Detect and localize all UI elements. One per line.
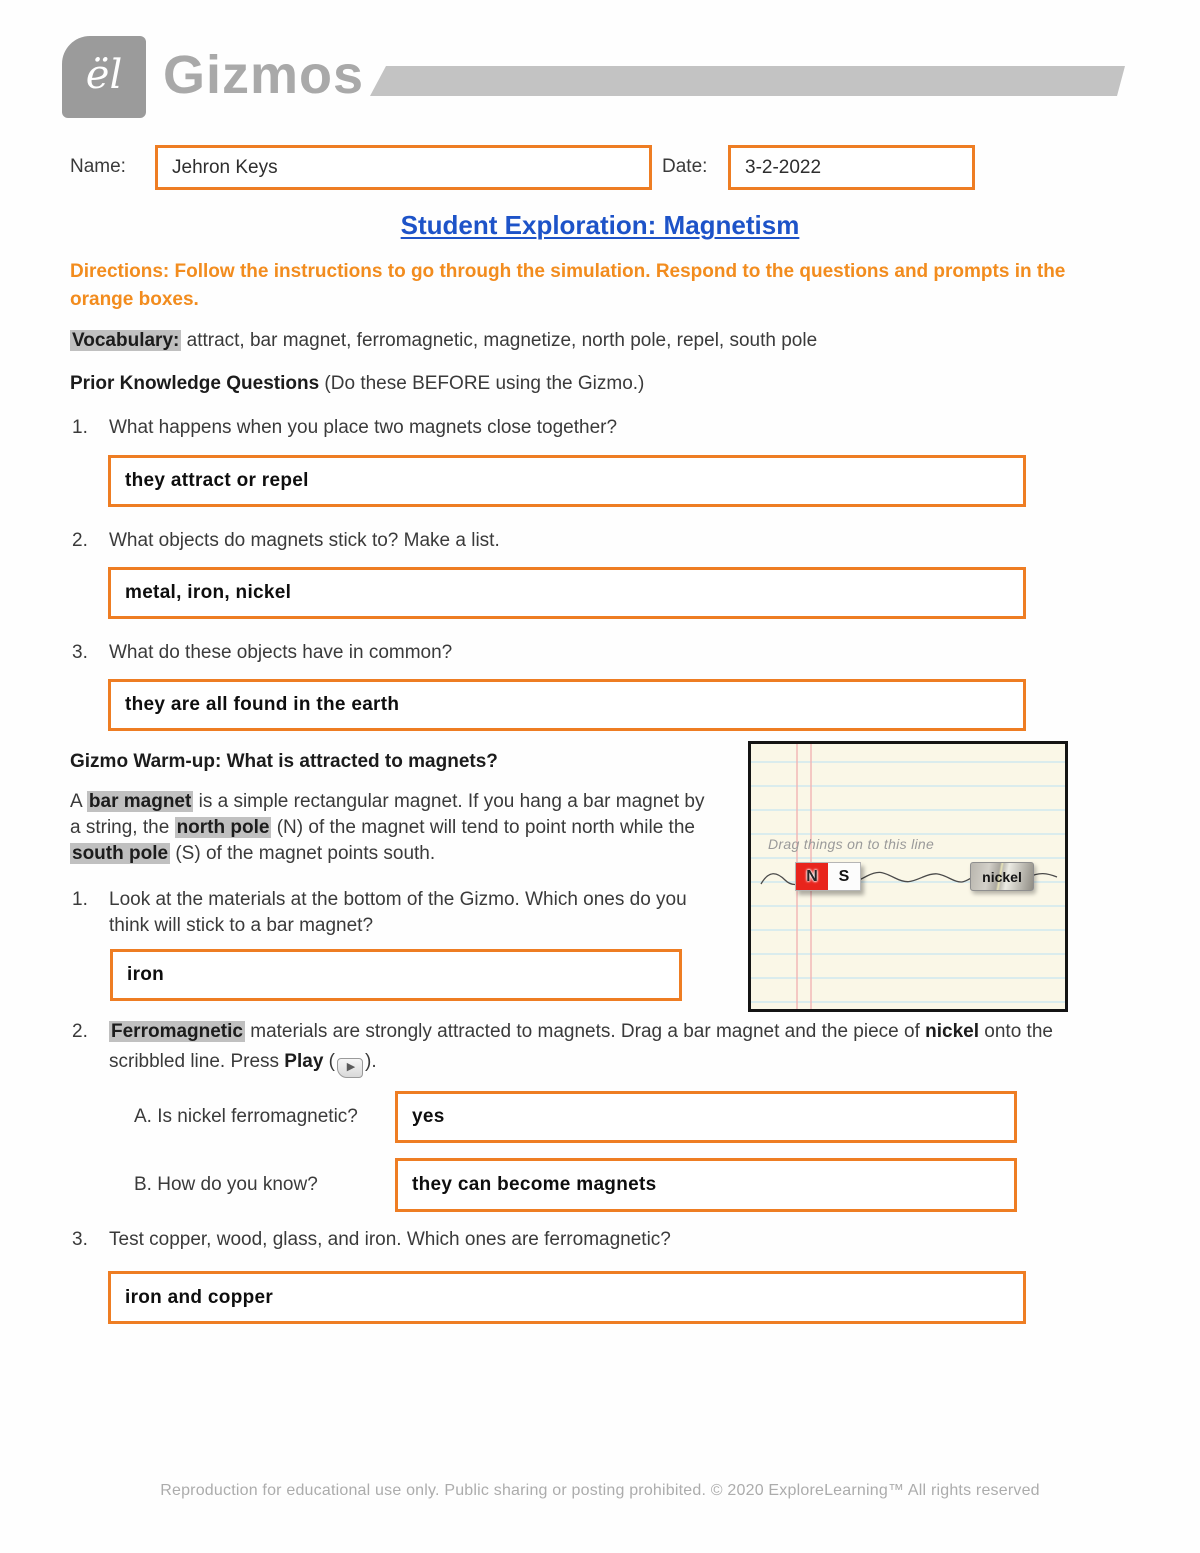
- gizmos-wordmark: Gizmos: [163, 45, 365, 105]
- warmup-intro: [70, 789, 718, 867]
- term-north-pole: north pole: [176, 817, 270, 838]
- subquestion-a-answer-box[interactable]: [395, 1091, 1017, 1143]
- warmup-heading: Gizmo Warm-up: What is attracted to magnets?: [70, 751, 498, 772]
- logo-el-script: ël: [85, 52, 123, 98]
- pk-question-3: [72, 640, 1072, 666]
- date-field[interactable]: [728, 145, 975, 190]
- nickel-bold: nickel: [925, 1021, 979, 1042]
- pk-answer-2: metal, iron, nickel: [125, 582, 292, 603]
- warmup-answer-1: iron: [127, 964, 165, 985]
- name-label: Name:: [70, 156, 126, 177]
- magnet-north-pole: N: [796, 863, 828, 890]
- subquestion-a-label: A. Is nickel ferromagnetic?: [134, 1106, 358, 1127]
- pk-question-2-text: What objects do magnets stick to? Make a list.: [109, 530, 500, 551]
- drag-instruction-label: Drag things on to this line: [768, 836, 935, 852]
- warmup-intro-text: (N) of the magnet will tend to point north while the: [271, 817, 695, 838]
- term-bar-magnet: bar magnet: [88, 791, 192, 812]
- warmup-question-3-text: Test copper, wood, glass, and iron. Which ones are ferromagnetic?: [109, 1229, 671, 1250]
- bar-magnet: [795, 862, 861, 891]
- pk-answer-box-2[interactable]: [108, 567, 1026, 619]
- pk-question-1-text: What happens when you place two magnets close together?: [109, 417, 618, 438]
- play-icon: [337, 1058, 363, 1078]
- vocabulary-line: [70, 328, 1120, 354]
- play-bold: Play: [284, 1051, 324, 1072]
- vocabulary-terms: attract, bar magnet, ferromagnetic, magnetize, north pole, repel, south pole: [181, 330, 818, 351]
- warmup-question-2-segment: onto the scribbled line. Press: [109, 1021, 1053, 1072]
- warmup-question-1-text: Look at the materials at the bottom of the Gizmo. Which ones do you think will stick to a bar magnet?: [109, 889, 687, 936]
- nickel-block: nickel: [970, 862, 1034, 891]
- warmup-intro-text: is a simple rectangular magnet. If you hang a bar magnet by a string, the: [70, 791, 705, 838]
- pk-answer-box-1[interactable]: [108, 455, 1026, 507]
- pk-answer-box-3[interactable]: [108, 679, 1026, 731]
- warmup-question-1-number: 1.: [72, 889, 88, 910]
- warmup-answer-3: iron and copper: [125, 1286, 274, 1308]
- subquestion-b-label: B. How do you know?: [134, 1174, 318, 1195]
- warmup-question-2-segment: ).: [365, 1051, 377, 1072]
- prior-knowledge-heading: [70, 371, 1120, 397]
- warmup-question-2-segment: materials are strongly attracted to magnets. Drag a bar magnet and the piece of: [244, 1021, 926, 1042]
- name-field[interactable]: [155, 145, 652, 190]
- warmup-intro-text: (S) of the magnet points south.: [170, 843, 436, 864]
- warmup-answer-box-3[interactable]: [108, 1271, 1026, 1324]
- warmup-intro-text: A: [70, 791, 87, 812]
- directions-text: Directions: Follow the instructions to go through the simulation. Respond to the questions and prompts in the orange boxes.: [70, 261, 1066, 310]
- pk-answer-1: they attract or repel: [125, 470, 309, 491]
- warmup-question-3-number: 3.: [72, 1229, 88, 1250]
- warmup-question-2: [72, 1017, 1097, 1078]
- subquestion-b-answer: they can become magnets: [412, 1174, 657, 1195]
- name-value: Jehron Keys: [172, 156, 278, 178]
- term-ferromagnetic: Ferromagnetic: [111, 1021, 243, 1042]
- date-value: 3-2-2022: [745, 156, 822, 178]
- play-triangle-glyph: ▶: [346, 1061, 356, 1073]
- pk-question-1: [72, 415, 1072, 441]
- pk-question-2-number: 2.: [72, 530, 88, 551]
- copyright-footer: Reproduction for educational use only. Public sharing or posting prohibited. © 2020 ExploreLearning™ All rights reserved: [160, 1482, 1040, 1499]
- pk-question-3-number: 3.: [72, 642, 88, 663]
- pk-question-2: [72, 528, 1072, 554]
- prior-knowledge-heading-bold: Prior Knowledge Questions: [70, 373, 320, 394]
- subquestion-a-answer: yes: [412, 1106, 445, 1127]
- subquestion-b-answer-box[interactable]: [395, 1158, 1017, 1212]
- magnet-south-pole: S: [828, 863, 860, 890]
- warmup-question-3: [72, 1227, 1072, 1253]
- warmup-question-1: [72, 887, 732, 939]
- pk-answer-3: they are all found in the earth: [125, 694, 400, 715]
- gizmo-screenshot: [748, 741, 1068, 1012]
- page-title: Student Exploration: Magnetism: [400, 210, 800, 240]
- warmup-question-2-segment: (: [323, 1051, 335, 1072]
- prior-knowledge-heading-note: (Do these BEFORE using the Gizmo.): [319, 373, 645, 394]
- pk-question-1-number: 1.: [72, 417, 88, 438]
- warmup-question-2-number: 2.: [72, 1021, 88, 1042]
- warmup-answer-box-1[interactable]: [110, 949, 682, 1001]
- date-label: Date:: [662, 156, 708, 177]
- explorelearning-logo: [62, 36, 146, 118]
- pk-question-3-text: What do these objects have in common?: [109, 642, 453, 663]
- term-south-pole: south pole: [72, 843, 169, 864]
- warmup-question-2-text: [109, 1017, 1097, 1078]
- vocabulary-label: Vocabulary:: [72, 330, 180, 351]
- header-accent-bar: [370, 66, 1125, 96]
